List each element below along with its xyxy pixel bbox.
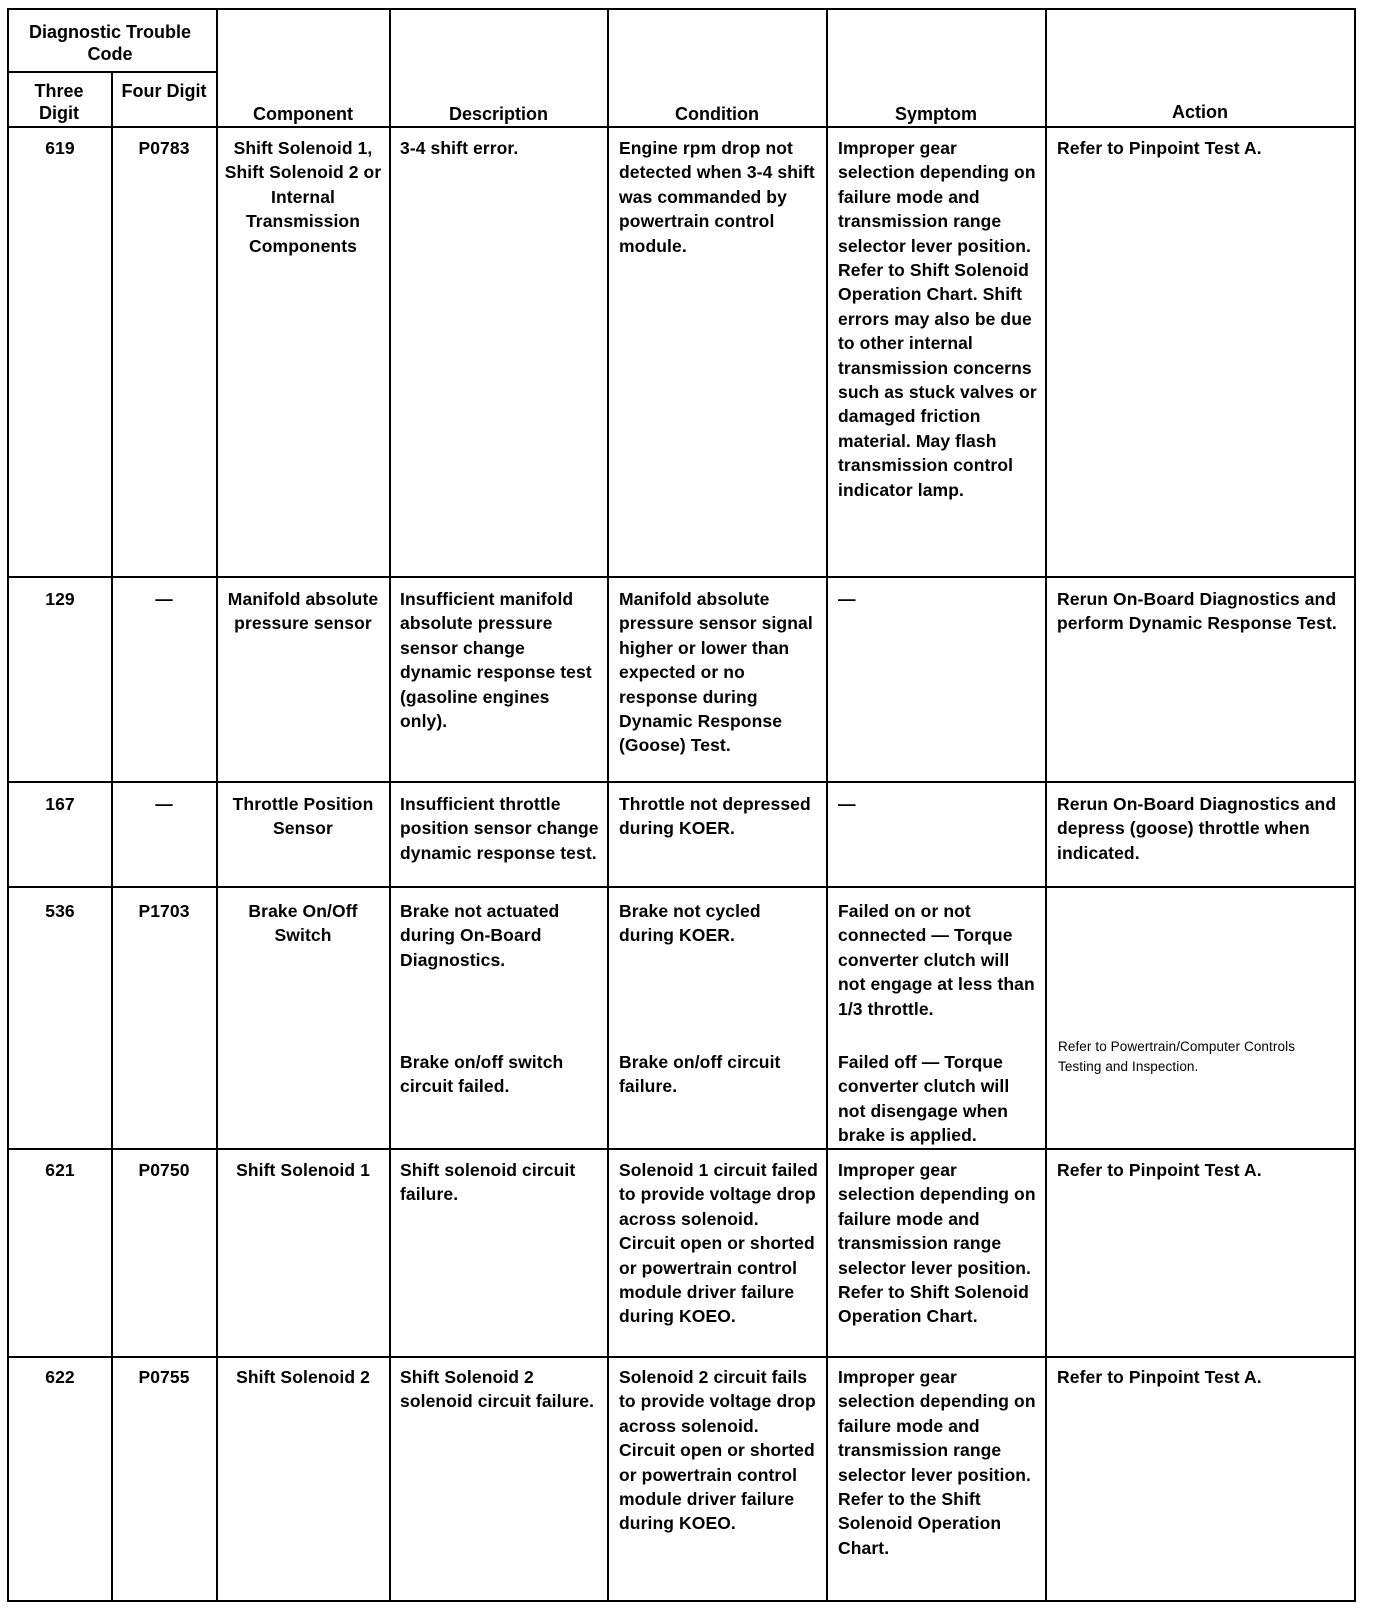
row4-description-b: Brake on/off switch circuit failed. <box>400 1052 564 1097</box>
row5-symptom: Improper gear selection depending on failure mode and transmission range selector lever position. Refer to Shift Solenoid Operation Chart. <box>838 1160 1036 1327</box>
row4-description-a: Brake not actuated during On-Board Diagnostics. <box>400 901 560 970</box>
row2-description: Insufficient manifold absolute pressure sensor change dynamic response test (gasoline engines only). <box>400 589 592 732</box>
header-three-digit: Three Digit <box>34 81 84 123</box>
row6-component: Shift Solenoid 2 <box>236 1367 370 1387</box>
row5-component: Shift Solenoid 1 <box>236 1160 370 1180</box>
row-divider <box>7 1356 1356 1358</box>
header-four-digit: Four Digit <box>121 81 207 101</box>
row-divider <box>7 781 1356 783</box>
row1-symptom: Improper gear selection depending on failure mode and transmission range selector lever position. Refer to Shift Solenoid Operation Chart. Shift errors may also be due to other internal transmission concerns such as stuck valves or damaged friction material. May flash transmission control indicator lamp. <box>838 138 1037 500</box>
row4-symptom-b: Failed off — Torque converter clutch will not disengage when brake is applied. <box>838 1052 1010 1146</box>
row4-component: Brake On/Off Switch <box>248 901 358 946</box>
header-dtc-group: Diagnostic Trouble Code <box>28 22 192 64</box>
row6-description: Shift Solenoid 2 solenoid circuit failure. <box>400 1367 595 1412</box>
row4-condition-a: Brake not cycled during KOER. <box>619 901 761 946</box>
row2-four-digit: — <box>155 589 173 609</box>
row6-condition: Solenoid 2 circuit fails to provide voltage drop across solenoid. Circuit open or shorted or powertrain control module driver failure during KOEO. <box>619 1367 816 1534</box>
row4-three-digit: 536 <box>45 901 75 921</box>
header-condition: Condition <box>675 104 759 124</box>
header-bottom-rule <box>7 126 1356 128</box>
row4-symptom-a: Failed on or not connected — Torque converter clutch will not engage at less than 1/3 throttle. <box>838 901 1035 1019</box>
col-divider-component-description <box>389 8 391 1602</box>
row2-condition: Manifold absolute pressure sensor signal higher or lower than expected or no response during Dynamic Response (Goose) Test. <box>619 589 813 756</box>
row4-condition-b: Brake on/off circuit failure. <box>619 1052 781 1097</box>
row5-condition: Solenoid 1 circuit failed to provide voltage drop across solenoid. Circuit open or shorted or powertrain control module driver failure during KOEO. <box>619 1160 818 1327</box>
row4-four-digit: P1703 <box>138 901 190 921</box>
header-group-divider <box>7 71 218 73</box>
col-divider-three-four <box>111 72 113 1602</box>
row-divider <box>7 1148 1356 1150</box>
row2-action: Rerun On-Board Diagnostics and perform Dynamic Response Test. <box>1057 589 1337 634</box>
col-divider-symptom-action <box>1045 8 1047 1602</box>
row2-three-digit: 129 <box>45 589 75 609</box>
header-action: Action <box>1172 102 1228 122</box>
row1-four-digit: P0783 <box>138 138 190 158</box>
row5-description: Shift solenoid circuit failure. <box>400 1160 576 1205</box>
row3-condition: Throttle not depressed during KOER. <box>619 794 811 839</box>
row-divider <box>7 576 1356 578</box>
row3-four-digit: — <box>155 794 173 814</box>
row1-condition: Engine rpm drop not detected when 3-4 shift was commanded by powertrain control module. <box>619 138 815 256</box>
header-symptom: Symptom <box>894 104 977 124</box>
row5-action: Refer to Pinpoint Test A. <box>1057 1160 1262 1180</box>
row1-component: Shift Solenoid 1, Shift Solenoid 2 or Internal Transmission Components <box>224 138 382 256</box>
row2-component: Manifold absolute pressure sensor <box>227 589 379 634</box>
row1-description: 3-4 shift error. <box>400 138 519 158</box>
row5-four-digit: P0750 <box>138 1160 190 1180</box>
row6-four-digit: P0755 <box>138 1367 190 1387</box>
row6-three-digit: 622 <box>45 1367 75 1387</box>
row5-three-digit: 621 <box>45 1160 75 1180</box>
row6-symptom: Improper gear selection depending on failure mode and transmission range selector lever position. Refer to the Shift Solenoid Operation Chart. <box>838 1367 1036 1558</box>
col-divider-description-condition <box>607 8 609 1602</box>
row2-symptom: — <box>838 589 856 609</box>
row3-description: Insufficient throttle position sensor change dynamic response test. <box>400 794 599 863</box>
row3-symptom: — <box>838 794 856 814</box>
row3-three-digit: 167 <box>45 794 75 814</box>
header-component: Component <box>253 104 353 124</box>
row3-component: Throttle Position Sensor <box>232 794 374 839</box>
header-description: Description <box>448 104 549 124</box>
row1-three-digit: 619 <box>45 138 75 158</box>
row6-action: Refer to Pinpoint Test A. <box>1057 1367 1262 1387</box>
row-divider <box>7 886 1356 888</box>
col-divider-code-component <box>216 8 218 1602</box>
row3-action: Rerun On-Board Diagnostics and depress (goose) throttle when indicated. <box>1057 794 1337 863</box>
row4-action: Refer to Powertrain/Computer Controls Testing and Inspection. <box>1058 1039 1296 1074</box>
row1-action: Refer to Pinpoint Test A. <box>1057 138 1262 158</box>
col-divider-condition-symptom <box>826 8 828 1602</box>
